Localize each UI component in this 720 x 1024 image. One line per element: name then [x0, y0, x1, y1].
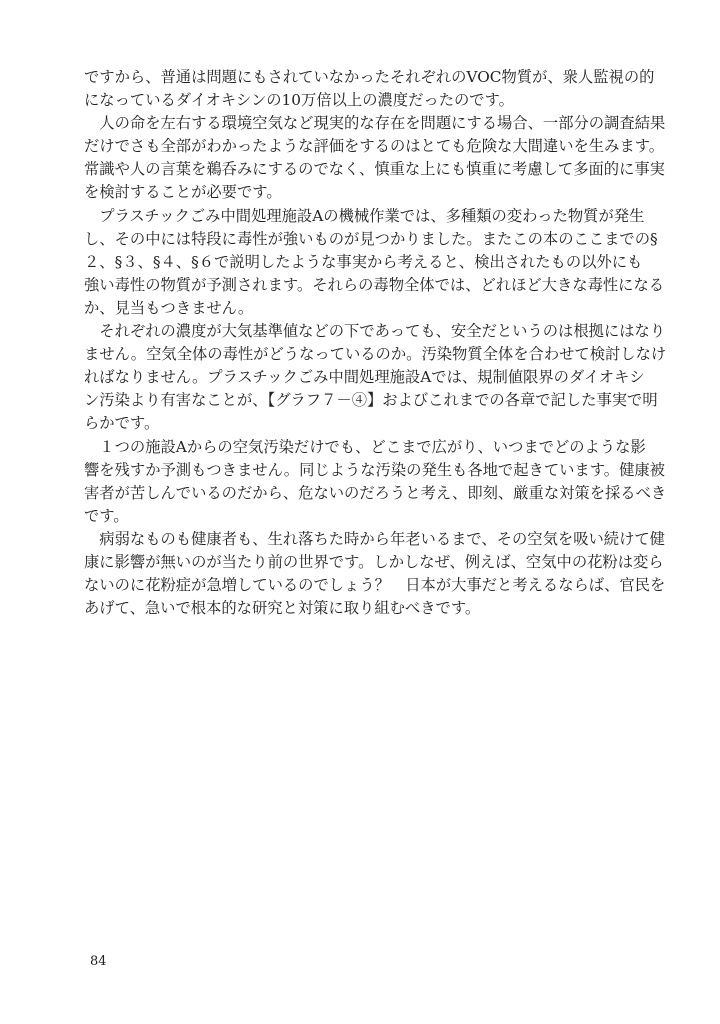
text-line: ません。空気全体の毒性がどうなっているのか。汚染物質全体を合わせて検討しなけ	[84, 345, 667, 364]
text-line: 病弱なものも健康者も、生れ落ちた時から年老いるまで、その空気を吸い続けて健	[84, 529, 665, 548]
text-line: だけでさも全部がわかったような評価をするのはとても危険な大間違いを生みます。	[84, 137, 665, 156]
paragraph	[84, 528, 666, 620]
text-line: 害者が苦しんでいるのだから、危ないのだろうと考え、即刻、厳重な対策を採るべき	[84, 483, 667, 502]
text-line: それぞれの濃度が大気基準値などの下であっても、安全だというのは根拠にはなり	[84, 322, 666, 341]
text-line: 人の命を左右する環境空気など現実的な存在を問題にする場合、一部分の調査結果	[84, 114, 666, 133]
paragraph	[84, 112, 666, 204]
body-text	[84, 66, 667, 620]
text-line: １つの施設Aからの空気汚染だけでも、どこまで広がり、いつまでどのような影	[84, 437, 646, 456]
text-line: になっているダイオキシンの10万倍以上の濃度だったのです。	[84, 91, 514, 110]
paragraph	[84, 320, 667, 435]
text-line: か、見当もつきません。	[84, 298, 254, 317]
text-line: ないのに花粉症が急増しているのでしょう？ 日本が大事だと考えるならば、官民を	[84, 576, 666, 595]
text-line: 康に影響が無いのが当たり前の世界です。しかしなぜ、例えば、空気中の花粉は変ら	[84, 552, 664, 571]
text-line: し、その中には特段に毒性が強いものが見つかりました。またこの本のここまでの§	[84, 229, 658, 248]
text-line: 常識や人の言葉を鵜呑みにするのでなく、慎重な上にも慎重に考慮して多面的に事実	[84, 160, 665, 179]
text-line: ２、§３、§４、§６で説明したような事実から考えると、検出されたもの以外にも	[84, 252, 643, 271]
paragraph	[84, 66, 655, 112]
paragraph	[84, 205, 665, 320]
text-line: ればなりません。プラスチックごみ中間処理施設Aでは、規制値限界のダイオキシ	[84, 368, 645, 387]
text-line: あげて、急いで根本的な研究と対策に取り組むべきです。	[84, 599, 481, 618]
text-line: プラスチックごみ中間処理施設Aの機械作業では、多種類の変わった物質が発生	[84, 206, 645, 225]
text-line: 強い毒性の物質が予測されます。それらの毒物全体では、どれほど大きな毒性になる	[84, 275, 665, 294]
text-line: です。	[84, 506, 129, 525]
text-line: らかです。	[84, 414, 160, 433]
text-line: ですから、普通は問題にもされていなかったそれぞれのVOC物質が、衆人監視の的	[84, 68, 655, 86]
paragraph	[84, 436, 667, 528]
text-line: ン汚染より有害なことが、【グラフ７－④】およびこれまでの各章で記した事実で明	[84, 391, 658, 410]
text-line: 響を残すか予測もつきません。同じような汚染の発生も各地で起きています。健康被	[84, 460, 665, 479]
page-number: 84	[90, 954, 107, 969]
text-line: を検討することが必要です。	[84, 183, 282, 202]
